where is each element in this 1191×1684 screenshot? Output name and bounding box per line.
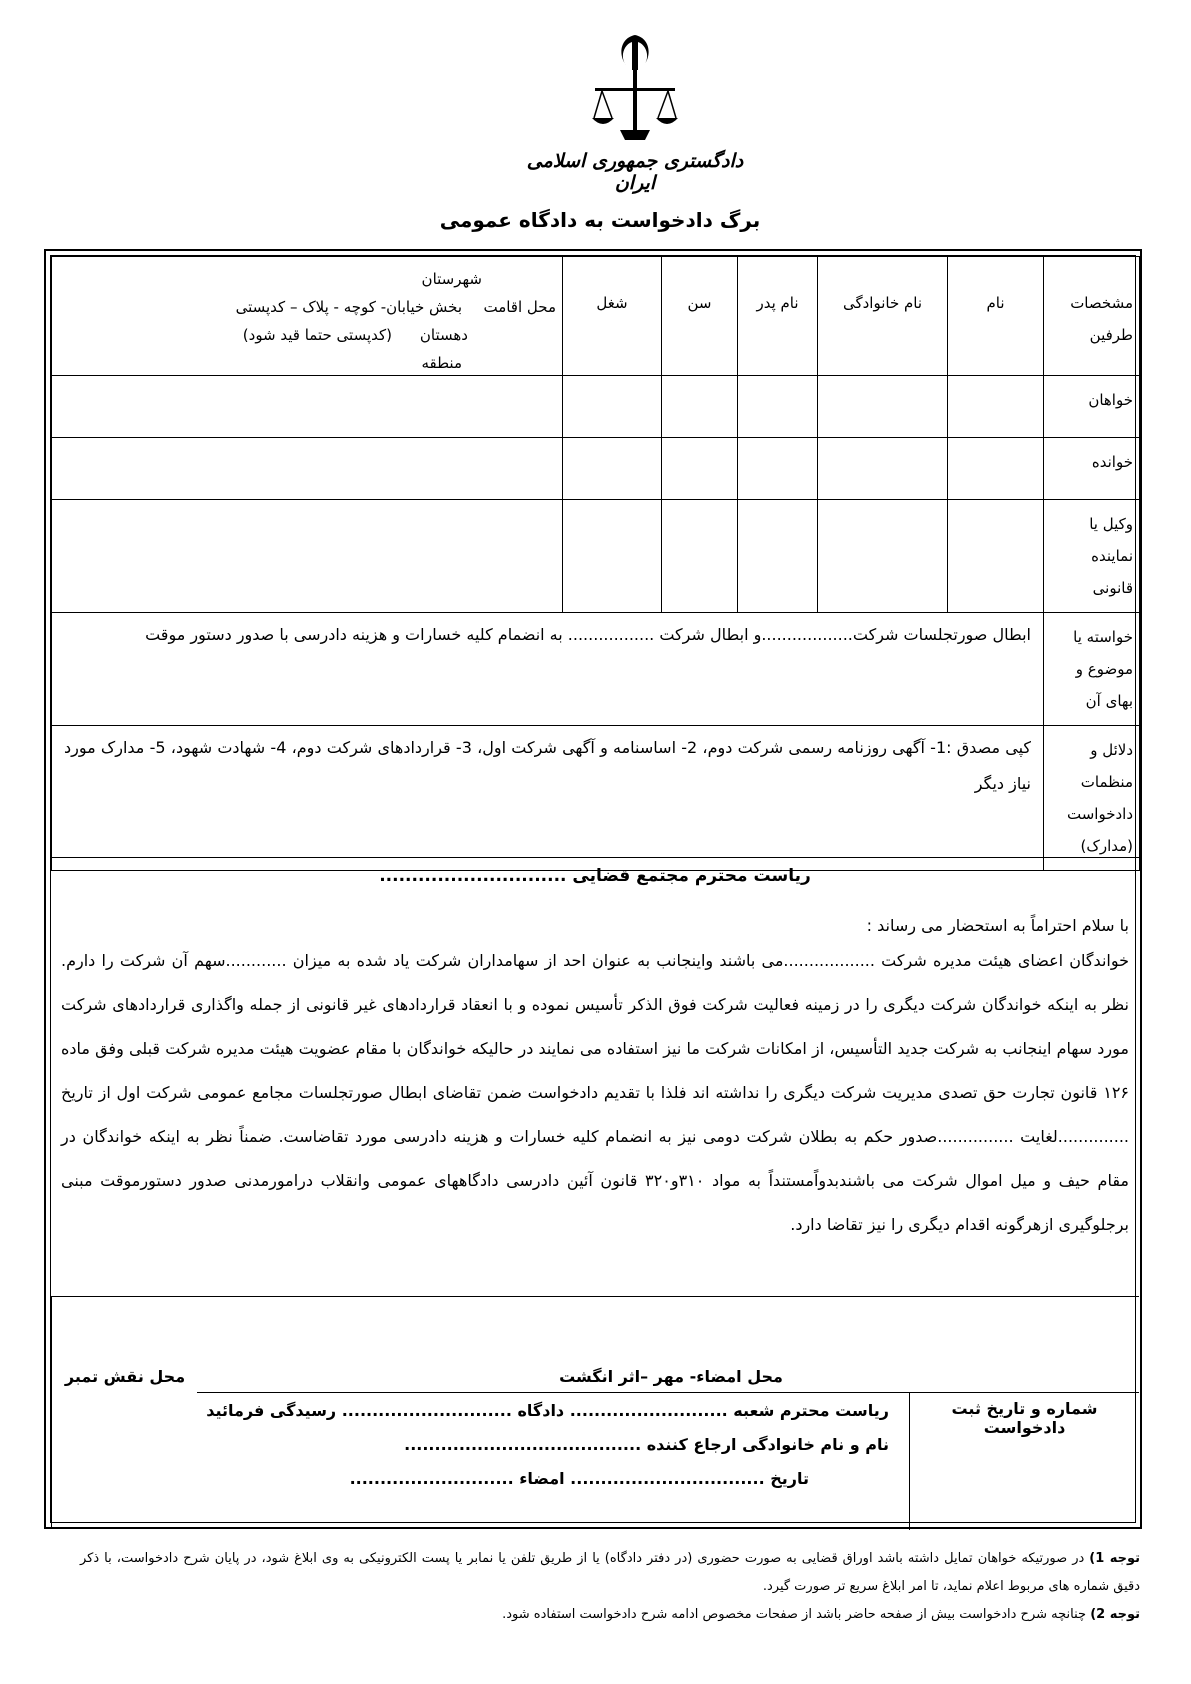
defendant-address-cell[interactable]	[52, 438, 563, 500]
note-2-text: چنانچه شرح دادخواست بیش از صفحه حاضر باشد از صفحات مخصوص ادامه شرح دادخواست استفاده شود.	[502, 1607, 1091, 1622]
registration-area	[197, 1392, 1139, 1530]
address-header	[52, 257, 563, 376]
footer-notes	[80, 1545, 1140, 1629]
party-spec-header: مشخصات طرفین	[1044, 257, 1140, 376]
defendant-row	[52, 438, 1140, 500]
form-inner-frame	[50, 255, 1136, 1523]
lawyer-name-cell[interactable]	[948, 500, 1044, 613]
address-label: محل اقامت	[483, 298, 556, 316]
form-frame	[44, 249, 1142, 1529]
address-region: منطقه	[421, 354, 462, 372]
defendant-label: خوانده	[1044, 438, 1140, 500]
judiciary-logo-text: دادگستری جمهوری اسلامی ایران	[526, 150, 744, 194]
defendant-name-cell[interactable]	[948, 438, 1044, 500]
signature-label: محل امضاء- مهر –اثر انگشت	[559, 1367, 783, 1386]
plaintiff-age-cell[interactable]	[662, 376, 738, 438]
stamp-box	[51, 1297, 198, 1529]
note-1-text: در صورتیکه خواهان تمایل داشته باشد اوراق قضایی به صورت حضوری (در دفتر دادگاه) یا از طریق تلفن یا نمابر یا پست الکترونیکی به وی ابلاغ شود، در پایان شرح دادخواست، با ذکر دقیق شماره های مربوط اعلام نماید، تا امر ابلاغ سریع تر صورت گیرد.	[80, 1551, 1140, 1594]
address-postal-note: (کدپستی حتما قید شود)	[242, 326, 392, 344]
referrer-name-line: نام و نام خانوادگی ارجاع کننده .......................................	[404, 1435, 889, 1454]
age-header: سن	[662, 257, 738, 376]
letter-greeting: با سلام احتراماً به استحضار می رساند :	[866, 916, 1129, 935]
defendant-age-cell[interactable]	[662, 438, 738, 500]
plaintiff-father-cell[interactable]	[738, 376, 818, 438]
registration-label: شماره و تاریخ ثبت دادخواست	[909, 1393, 1139, 1530]
lawyer-address-cell[interactable]	[52, 500, 563, 613]
note-1	[80, 1545, 1140, 1601]
lawyer-family-cell[interactable]	[818, 500, 948, 613]
claim-text: ابطال صورتجلسات شرکت..................و ابطال شرکت ................. به انضمام کلیه خسارات و هزینه دادرسی با صدور دستور موقت	[145, 625, 1031, 644]
parties-table	[51, 256, 1140, 871]
lawyer-father-cell[interactable]	[738, 500, 818, 613]
claim-row	[52, 613, 1140, 726]
lawyer-job-cell[interactable]	[563, 500, 662, 613]
plaintiff-job-cell[interactable]	[563, 376, 662, 438]
note-2-label: توجه 2)	[1090, 1607, 1140, 1622]
defendant-family-cell[interactable]	[818, 438, 948, 500]
address-line1: بخش خیابان- کوچه - پلاک – کدپستی	[235, 298, 462, 316]
claim-label: خواسته یا موضوع و بهای آن	[1044, 613, 1140, 726]
defendant-job-cell[interactable]	[563, 438, 662, 500]
defendant-father-cell[interactable]	[738, 438, 818, 500]
plaintiff-address-cell[interactable]	[52, 376, 563, 438]
job-header: شغل	[563, 257, 662, 376]
page-title: برگ دادخواست به دادگاه عمومی	[439, 208, 761, 232]
father-header: نام پدر	[738, 257, 818, 376]
evidence-row	[52, 726, 1140, 871]
letter-title: ریاست محترم مجتمع قضایی .............................	[379, 866, 811, 886]
name-header: نام	[948, 257, 1044, 376]
evidence-text: کپی مصدق :1- آگهی روزنامه رسمی شرکت دوم، 2- اساسنامه و آگهی شرکت اول، 3- قراردادهای شرکت دوم، 4- شهادت شهود، 5- مدارک مورد نیاز دیگر	[64, 738, 1032, 793]
plaintiff-name-cell[interactable]	[948, 376, 1044, 438]
date-sign-line: تاریخ ................................ امضاء ...........................	[349, 1469, 809, 1488]
petition-letter	[51, 857, 1139, 1293]
lawyer-label: وکیل یا نماینده قانونی	[1044, 500, 1140, 613]
referral-line: ریاست محترم شعبه .......................... دادگاه ............................ رسیدگی فرمائید	[206, 1401, 889, 1420]
plaintiff-family-cell[interactable]	[818, 376, 948, 438]
signature-section	[51, 1296, 1139, 1529]
note-1-label: توجه 1)	[1089, 1551, 1141, 1566]
plaintiff-label: خواهان	[1044, 376, 1140, 438]
address-village: دهستان	[419, 326, 468, 344]
lawyer-row	[52, 500, 1140, 613]
stamp-label: محل نقش تمبر	[64, 1367, 186, 1386]
table-header-row	[52, 257, 1140, 376]
address-city: شهرستان	[421, 270, 482, 288]
lawyer-age-cell[interactable]	[662, 500, 738, 613]
plaintiff-row	[52, 376, 1140, 438]
family-header: نام خانوادگی	[818, 257, 948, 376]
evidence-label: دلائل و منظمات دادخواست (مدارک)	[1044, 726, 1140, 871]
justice-emblem-icon	[590, 30, 680, 150]
note-2	[80, 1601, 1140, 1629]
letter-body: خواندگان اعضای هیئت مدیره شرکت ..................می باشند واینجانب به عنوان احد از سهامداران شرکت یاد شده به میزان ............سهم آن شرکت را دارم. نظر به اینکه خواندگان شرکت دیگری را در زمینه فعالیت شرکت فوق الذکر تأسیس نموده و با انعقاد قراردادهای غیر قانونی از جمله واگذاری قراردادهای شرکت مورد سهام اینجانب به شرکت جدید التأسیس، از امکانات شرکت ما نیز استفاده می نمایند در حالیکه خواندگان با مقام عضویت هیئت مدیره شرکت قبلی وفق ماده ۱۲۶ قانون تجارت حق تصدی مدیریت شرکت دیگری را نداشته اند فلذا با تقدیم دادخواست ضمن تقاضای ابطال صورتجلسات مجامع عمومی شرکت اول از تاریخ ..............لغایت ...............صدور حکم به بطلان شرکت دومی نیز به انضمام کلیه خسارات و هزینه دادرسی مورد تقاضاست. ضمناً نظر به اینکه خواندگان در مقام حیف و میل اموال شرکت می باشندبدواًمستنداً به مواد ۳۱۰و۳۲۰ قانون آئین دادرسی دادگاههای عمومی وانقلاب درامورمدنی صدور دستورموقت مبنی برجلوگیری ازهرگونه اقدام دیگری را نیز تقاضا دارد.	[61, 951, 1130, 1234]
